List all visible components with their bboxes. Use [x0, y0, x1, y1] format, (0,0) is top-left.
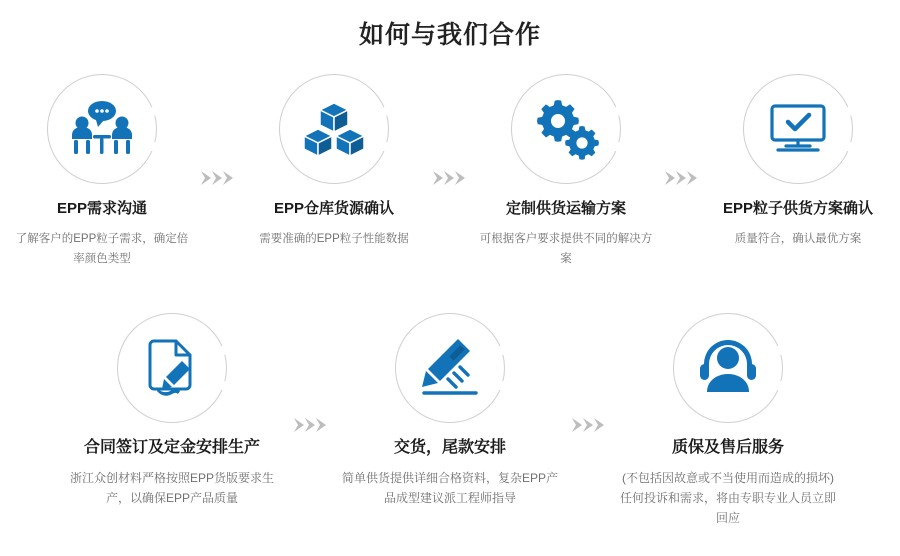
process-step-7 [610, 313, 846, 528]
double-chevron-right-icon [290, 417, 332, 433]
step-title: EPP仓库货源确认 [273, 200, 394, 217]
step-title: EPP粒子供货方案确认 [722, 200, 873, 217]
process-step-6 [332, 313, 568, 508]
process-row-2 [0, 313, 900, 528]
double-chevron-right-icon [568, 417, 610, 433]
step-4-circle [743, 74, 853, 184]
step-title: 合同签订及定金安排生产 [83, 439, 260, 456]
page-title: 如何与我们合作 [358, 21, 541, 49]
step-3-circle [511, 74, 621, 184]
step-desc: 浙江众创材料严格按照EPP货版要求生产，以确保EPP产品质量 [69, 471, 274, 505]
headset-support-icon [691, 331, 765, 405]
step-title: 定制供货运输方案 [505, 200, 626, 217]
double-chevron-right-icon [197, 170, 239, 186]
step-6-circle [395, 313, 505, 423]
pen-ruler-icon [413, 331, 487, 405]
process-step-3 [471, 74, 661, 269]
process-step-2 [239, 74, 429, 249]
process-step-4 [703, 74, 893, 249]
step-2-circle [279, 74, 389, 184]
monitor-check-icon [761, 92, 835, 166]
step-1-circle [47, 74, 157, 184]
contract-signing-icon [135, 331, 209, 405]
process-step-5 [54, 313, 290, 508]
step-desc: 简单供货提供详细合格资料，复杂EPP产品成型建议派工程师指导 [342, 471, 559, 505]
double-chevron-right-icon [661, 170, 703, 186]
process-row-1 [0, 74, 900, 269]
step-desc: 可根据客户要求提供不同的解决方案 [479, 233, 653, 265]
step-desc: (不包括因故意或不当使用而造成的损坏)任何投诉和需求，将由专职专业人员立即回应 [620, 471, 837, 525]
process-step-1 [7, 74, 197, 269]
step-title: 交货，尾款安排 [393, 439, 506, 456]
boxes-stack-icon [297, 92, 371, 166]
step-title: EPP需求沟通 [56, 200, 147, 217]
consultation-people-icon [65, 92, 139, 166]
step-5-circle [117, 313, 227, 423]
cooperation-process-page [0, 18, 900, 556]
double-chevron-right-icon [429, 170, 471, 186]
step-desc: 质量符合，确认最优方案 [734, 233, 862, 245]
step-title: 质保及售后服务 [671, 439, 784, 456]
step-desc: 需要准确的EPP粒子性能数据 [259, 233, 409, 245]
gears-icon [529, 92, 603, 166]
step-desc: 了解客户的EPP粒子需求，确定倍率颜色类型 [15, 233, 189, 265]
step-7-circle [673, 313, 783, 423]
